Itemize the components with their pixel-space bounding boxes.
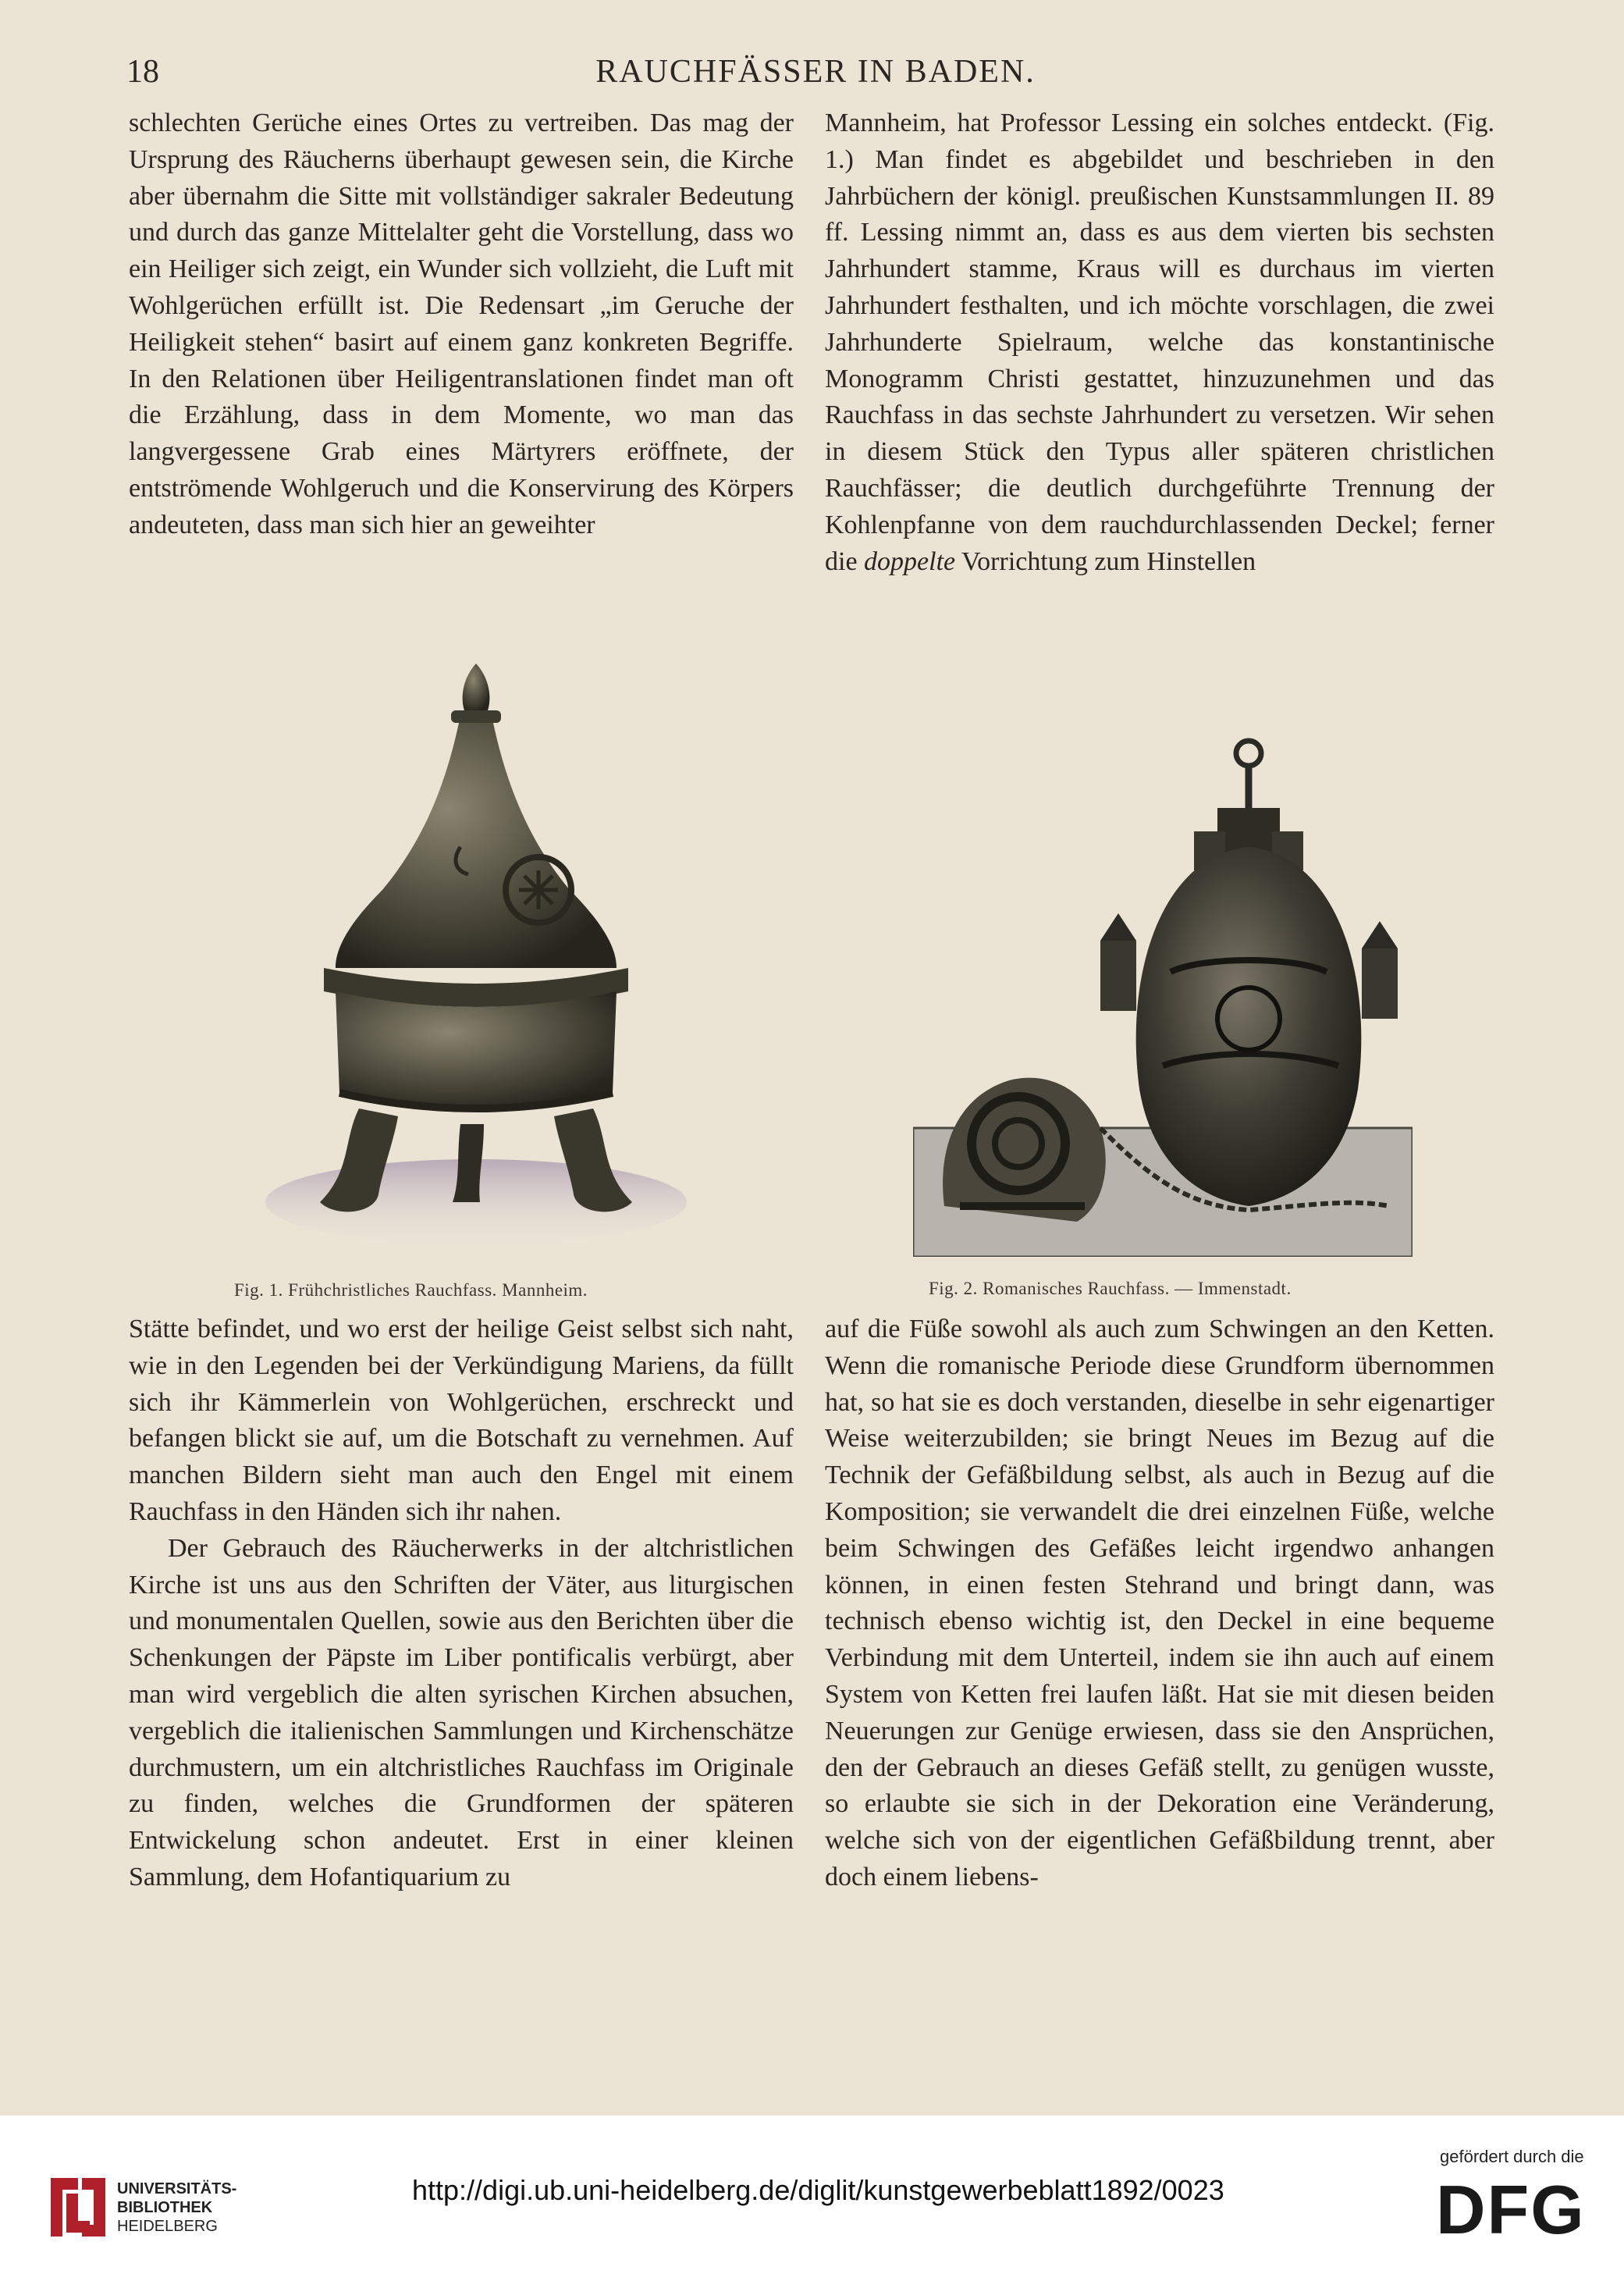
italic-word: doppelte (864, 546, 956, 576)
column-right-bottom (825, 1311, 1494, 1896)
column-left-bottom (129, 1311, 794, 1896)
figure-2-caption: Fig. 2. Romanisches Rauchfass. — Immenstadt. (929, 1279, 1292, 1298)
column-left-top (129, 105, 794, 544)
funding-note: gefördert durch die (1440, 2147, 1584, 2166)
library-name: UNIVERSITÄTS- BIBLIOTHEK HEIDELBERG (117, 2180, 237, 2235)
paragraph: auf die Füße sowohl als auch zum Schwingen an den Ketten. Wenn die romanische Periode diese Grundform übernommen hat, so hat sie es doch verstanden, dieselbe in sehr eigenartiger Weise weiterzubilden; sie bringt Neues im Bezug auf die Technik der Gefäßbildung selbst, als auch in Bezug auf die Komposition; sie verwandelt die drei einzelnen Füße, welche beim Schwingen des Gefäßes leicht irgendwo anhangen können, in einen festen Stehrand und bringt dann, was technisch ebenso wichtig ist, den Deckel in eine bequeme Verbindung mit dem Unterteil, indem sie ihn auch auf einem System von Ketten frei laufen läßt. Hat sie mit diesen beiden Neuerungen zur Genüge erwiesen, dass sie den Ansprüchen, den der Gebrauch an dieses Gefäß stellt, zu genügen wusste, so erlaubte sie sich in der Dekoration eine Veränderung, welche sich von der eigentlichen Gefäßbildung trennt, aber doch einem liebens- (825, 1315, 1494, 1891)
library-logo-icon (47, 2170, 109, 2240)
figure-1-caption: Fig. 1. Frühchristliches Rauchfass. Mannheim. (234, 1280, 588, 1300)
paragraph: Der Gebrauch des Räucherwerks in der altchristlichen Kirche ist uns aus den Schriften der Väter, aus liturgischen und monumentalen Quellen, sowie aus den Berichten über die Schenkungen der Päpste im Liber pontificalis verbürgt, aber man wird vergeblich die alten syrischen Kirchen absuchen, vergeblich die italienischen Sammlungen und Kirchenschätze durchmustern, um ein altchristliches Rauchfass im Originale zu finden, welches die Grundformen der späteren Entwickelung schon andeutet. Erst in einer kleinen Sammlung, dem Hofantiquarium zu (129, 1533, 794, 1891)
column-right-top (825, 105, 1494, 580)
figure-2-censer-image (913, 738, 1413, 1257)
paragraph: Stätte befindet, und wo erst der heilige Geist selbst sich naht, wie in den Legenden bei der Verkündigung Mariens, da füllt sich ihr Kämmerlein von Wohlgerüchen, erschreckt und befangen blickt sie auf, um die Botschaft zu vernehmen. Auf manchen Bildern sieht man auch den Engel mit einem Rauchfass in den Händen sich ihr nahen. (129, 1315, 794, 1526)
source-url-link[interactable]: http://digi.ub.uni-heidelberg.de/diglit/kunstgewerbeblatt1892/0023 (412, 2174, 1224, 2206)
figure-1-censer-image (250, 656, 702, 1249)
running-title: RAUCHFÄSSER IN BADEN. (595, 54, 1036, 90)
page-number: 18 (126, 54, 159, 90)
dfg-logo: DFG (1436, 2171, 1586, 2248)
page-header (117, 45, 1514, 100)
paragraph: Mannheim, hat Professor Lessing ein solches entdeckt. (Fig. 1.) Man findet es abgebildet und beschrieben in den Jahrbüchern der königl. preußischen Kunstsammlungen II. 89 ff. Lessing nimmt an, dass es aus dem vierten bis sechsten Jahrhundert stamme, Kraus will es durchaus im vierten Jahrhundert festhalten, und ich möchte vorschlagen, die zwei Jahrhunderte Spielraum, welche das konstantinische Monogramm Christi gestattet, hinzuzunehmen und das Rauchfass in das sechste Jahrhundert zu versetzen. Wir sehen in diesem Stück den Typus aller späteren christlichen Rauchfässer; die deutlich durchgeführte Trennung der Kohlenpfanne von dem rauchdurchlassenden Deckel; ferner die doppelte Vorrichtung zum Hinstellen (825, 109, 1494, 576)
paragraph: schlechten Gerüche eines Ortes zu vertreiben. Das mag der Ursprung des Räucherns überhaupt gewesen sein, die Kirche aber übernahm die Sitte mit vollständiger sakraler Bedeutung und durch das ganze Mittelalter geht die Vorstellung, dass wo ein Heiliger sich zeigt, ein Wunder sich vollzieht, die Luft mit Wohlgerüchen erfüllt ist. Die Redensart „im Geruche der Heiligkeit stehen“ basirt auf einem ganz konkreten Begriffe. In den Relationen über Heiligentranslationen findet man oft die Erzählung, dass in dem Momente, wo man das langvergessene Grab eines Märtyrers eröffnete, der entströmende Wohlgeruch und die Konservirung des Körpers andeuteten, dass man sich hier an geweihter (129, 109, 794, 539)
